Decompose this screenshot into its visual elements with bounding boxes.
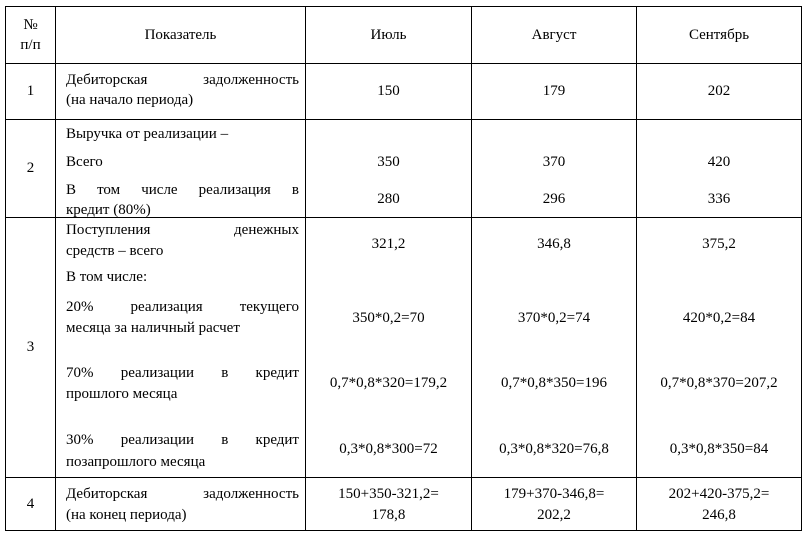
value-cell <box>472 478 637 531</box>
header-number-line2: п/п <box>20 37 41 53</box>
value-text: 0,3*0,8*300=72 <box>339 441 438 457</box>
value-text: 0,7*0,8*370=207,2 <box>660 375 778 391</box>
receivables-table <box>5 6 802 531</box>
header-september: Сентябрь <box>637 7 802 64</box>
value-text: 0,3*0,8*320=76,8 <box>499 441 609 457</box>
value-text: 375,2 <box>702 236 736 252</box>
value-text: 321,2 <box>371 236 406 252</box>
indicator-text: позапрошлого месяца <box>66 454 206 470</box>
header-number <box>6 7 56 64</box>
value-text: 370 <box>542 154 566 170</box>
value-cell: 179 <box>472 64 637 120</box>
value-cell <box>472 120 637 218</box>
value-text: 179+370-346,8= <box>503 486 605 502</box>
header-july: Июль <box>306 7 472 64</box>
value-text: 0,7*0,8*350=196 <box>501 375 607 391</box>
value-cell <box>306 478 472 531</box>
table-row-4 <box>6 478 802 531</box>
value-text: 370*0,2=74 <box>517 310 591 326</box>
indicator-text: Всего <box>66 154 103 170</box>
row-number: 2 <box>6 120 56 218</box>
indicator-cell <box>56 478 306 531</box>
indicator-text: средств – всего <box>66 243 164 259</box>
header-number-line1: № <box>23 17 38 33</box>
value-cell <box>637 478 802 531</box>
indicator-text: Поступления денежных <box>66 222 299 238</box>
value-cell <box>306 218 472 478</box>
value-text: 150+350-321,2= <box>338 486 439 502</box>
value-text: 420*0,2=84 <box>682 310 756 326</box>
indicator-text: Дебиторская задолженность <box>66 72 299 88</box>
indicator-text: кредит (80%) <box>66 202 151 218</box>
value-cell <box>472 218 637 478</box>
indicator-text: Дебиторская задолженность <box>66 486 299 502</box>
value-text: 280 <box>377 191 400 207</box>
indicator-text: месяца за наличный расчет <box>66 320 240 336</box>
value-text: 346,8 <box>537 236 571 252</box>
indicator-text: 30% реализации в кредит <box>66 432 299 448</box>
value-cell <box>637 218 802 478</box>
value-text: 0,7*0,8*320=179,2 <box>329 375 448 391</box>
header-august: Август <box>472 7 637 64</box>
indicator-text: В том числе реализация в <box>66 182 299 198</box>
value-text: 178,8 <box>371 507 406 523</box>
value-text: 350 <box>377 154 400 170</box>
header-indicator: Показатель <box>56 7 306 64</box>
table-row-2 <box>6 120 802 218</box>
value-text: 350*0,2=70 <box>352 310 425 326</box>
row-number: 4 <box>6 478 56 531</box>
value-text: 420 <box>707 154 731 170</box>
indicator-cell <box>56 64 306 120</box>
row-number: 3 <box>6 218 56 478</box>
value-text: 202,2 <box>537 507 571 523</box>
indicator-text: (на начало периода) <box>66 92 194 108</box>
indicator-text: 20% реализация текущего <box>66 299 299 315</box>
indicator-text: В том числе: <box>66 269 148 285</box>
indicator-text: Выручка от реализации – <box>66 126 229 142</box>
value-cell: 150 <box>306 64 472 120</box>
indicator-text: 70% реализации в кредит <box>66 365 299 381</box>
header-row <box>6 7 802 64</box>
indicator-cell <box>56 218 306 478</box>
value-text: 336 <box>707 191 731 207</box>
value-text: 202+420-375,2= <box>668 486 770 502</box>
indicator-cell <box>56 120 306 218</box>
value-cell <box>306 120 472 218</box>
value-text: 246,8 <box>702 507 736 523</box>
indicator-text: прошлого месяца <box>66 386 178 402</box>
table-row-1 <box>6 64 802 120</box>
row-number: 1 <box>6 64 56 120</box>
value-text: 296 <box>542 191 566 207</box>
value-cell: 202 <box>637 64 802 120</box>
indicator-text: (на конец периода) <box>66 507 187 523</box>
table-row-3 <box>6 218 802 478</box>
value-cell <box>637 120 802 218</box>
value-text: 0,3*0,8*350=84 <box>669 441 769 457</box>
